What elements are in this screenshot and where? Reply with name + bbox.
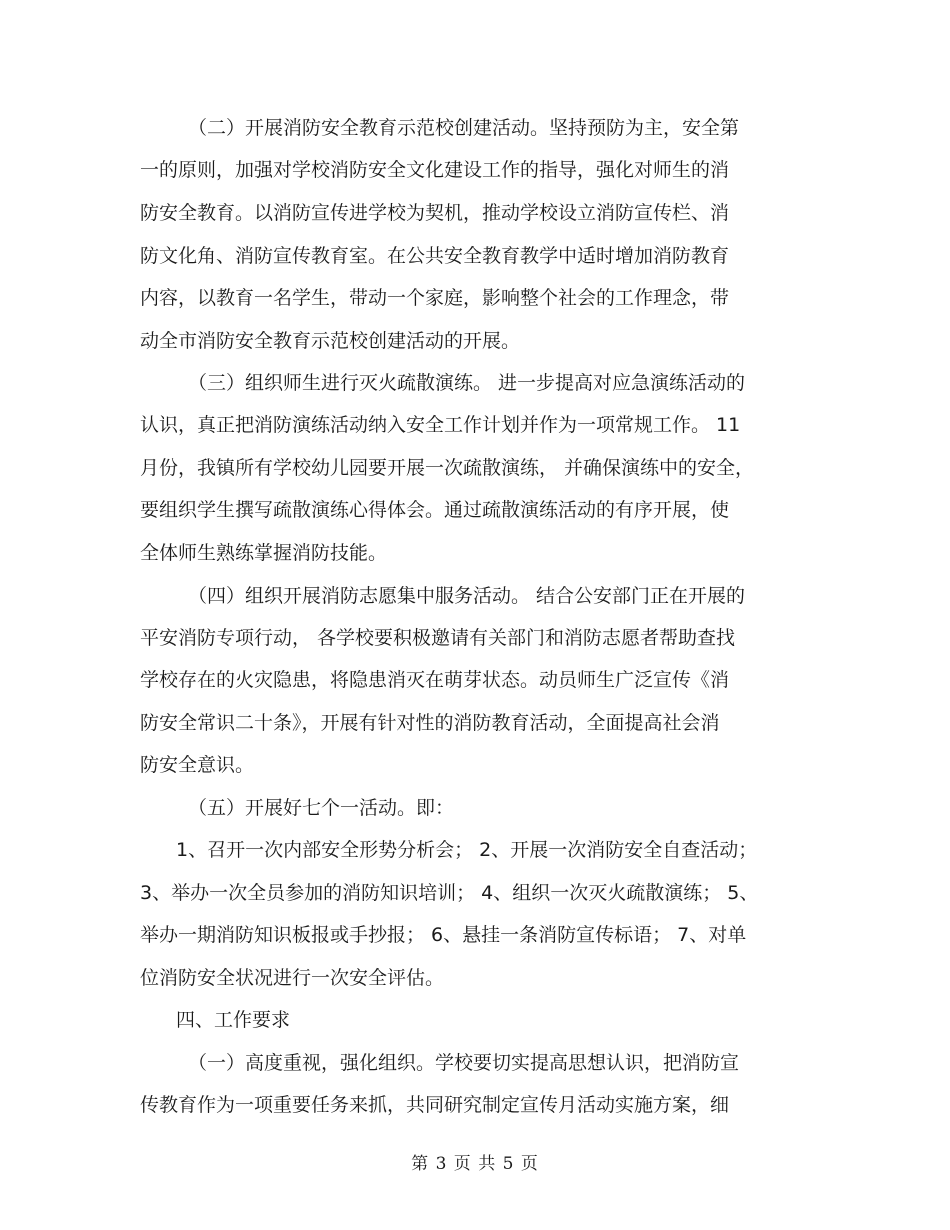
text-line: 举办一期消防知识板报或手抄报； 6、悬挂一条消防宣传标语； 7、对单 [140, 924, 747, 946]
text-line: 传教育作为一项重要任务来抓，共同研究制定宣传月活动实施方案，细 [140, 1094, 730, 1116]
section-heading: 四、工作要求 [176, 1009, 291, 1031]
text-line: 全体师生熟练掌握消防技能。 [140, 542, 388, 564]
text-line: 防文化角、消防宣传教育室。在公共安全教育教学中适时增加消防教育 [140, 245, 730, 267]
text-line: 1、召开一次内部安全形势分析会； 2、开展一次消防安全自查活动； [176, 839, 758, 861]
text-line: 防安全意识。 [140, 754, 255, 776]
text-line: （五）开展好七个一活动。即： [188, 797, 455, 819]
text-line: 防安全教育。以消防宣传进学校为契机，推动学校设立消防宣传栏、消 [140, 202, 730, 224]
text-line: 内容，以教育一名学生，带动一个家庭，影响整个社会的工作理念，带 [140, 287, 730, 309]
text-line: （三）组织师生进行灭火疏散演练。 进一步提高对应急演练活动的 [188, 372, 746, 394]
text-line: 要组织学生撰写疏散演练心得体会。通过疏散演练活动的有序开展，使 [140, 499, 730, 521]
text-line: （一）高度重视，强化组织。学校要切实提高思想认识，把消防宣 [188, 1052, 740, 1074]
text-line: 动全市消防安全教育示范校创建活动的开展。 [140, 330, 521, 352]
text-line: 认识，真正把消防演练活动纳入安全工作计划并作为一项常规工作。 11 [140, 414, 741, 436]
text-line: 防安全常识二十条》，开展有针对性的消防教育活动，全面提高社会消 [140, 712, 720, 734]
text-line: （二）开展消防安全教育示范校创建活动。坚持预防为主，安全第 [188, 117, 740, 139]
text-line: 月份，我镇所有学校幼儿园要开展一次疏散演练， 并确保演练中的安全， [140, 457, 755, 479]
text-line: （四）组织开展消防志愿集中服务活动。 结合公安部门正在开展的 [188, 585, 746, 607]
text-line: 学校存在的火灾隐患，将隐患消灭在萌芽状态。动员师生广泛宣传《消 [140, 669, 730, 691]
text-line: 一的原则，加强对学校消防安全文化建设工作的指导，强化对师生的消 [140, 159, 730, 181]
text-line: 平安消防专项行动， 各学校要积极邀请有关部门和消防志愿者帮助查找 [140, 627, 736, 649]
text-line: 位消防安全状况进行一次安全评估。 [140, 967, 445, 989]
text-line: 3、举办一次全员参加的消防知识培训； 4、组织一次灭火疏散演练； 5、 [140, 882, 759, 904]
page-number-footer: 第 3 页 共 5 页 [411, 1154, 539, 1174]
